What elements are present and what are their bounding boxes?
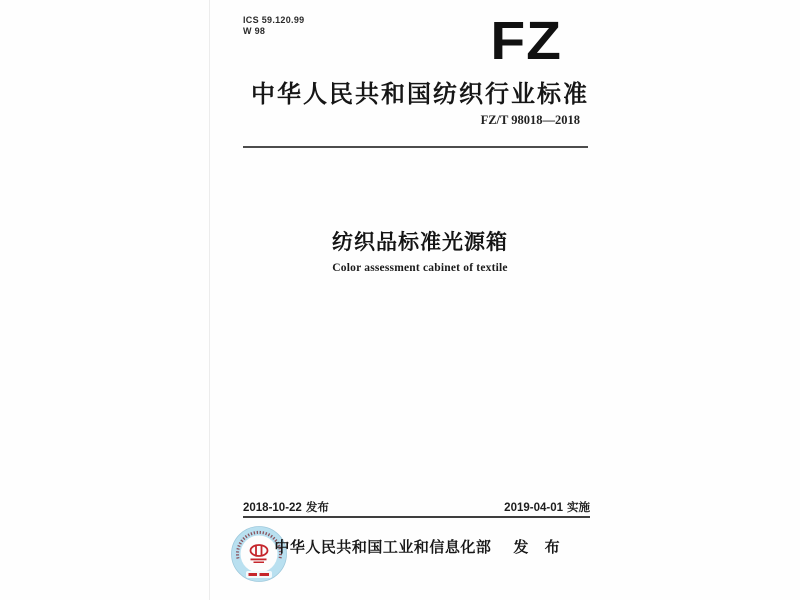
fz-logo: FZ [490, 10, 562, 72]
issue-date-group [243, 499, 329, 515]
standard-type-title: 中华人民共和国纺织行业标准 [251, 81, 589, 108]
implement-label: 实施 [567, 502, 590, 514]
ics-code: ICS 59.120.99 [243, 15, 305, 25]
document-title-cn: 纺织品标准光源箱 [332, 231, 508, 254]
date-row [243, 499, 590, 515]
issue-label: 发布 [305, 502, 329, 514]
ics-block [243, 15, 304, 37]
issue-date: 2018-10-22 [243, 502, 302, 514]
publisher-row [210, 536, 630, 557]
publisher-name: 中华人民共和国工业和信息化部 [274, 539, 492, 556]
classification-code: W 98 [243, 26, 266, 36]
footer-rule [243, 516, 590, 518]
standard-number: FZ/T 98018—2018 [480, 113, 580, 127]
implement-date-group [504, 499, 590, 515]
implement-date: 2019-04-01 [504, 502, 563, 514]
header-rule [243, 146, 588, 148]
publish-action: 发 布 [513, 539, 566, 556]
document-title-en: Color assessment cabinet of textile [332, 262, 508, 274]
